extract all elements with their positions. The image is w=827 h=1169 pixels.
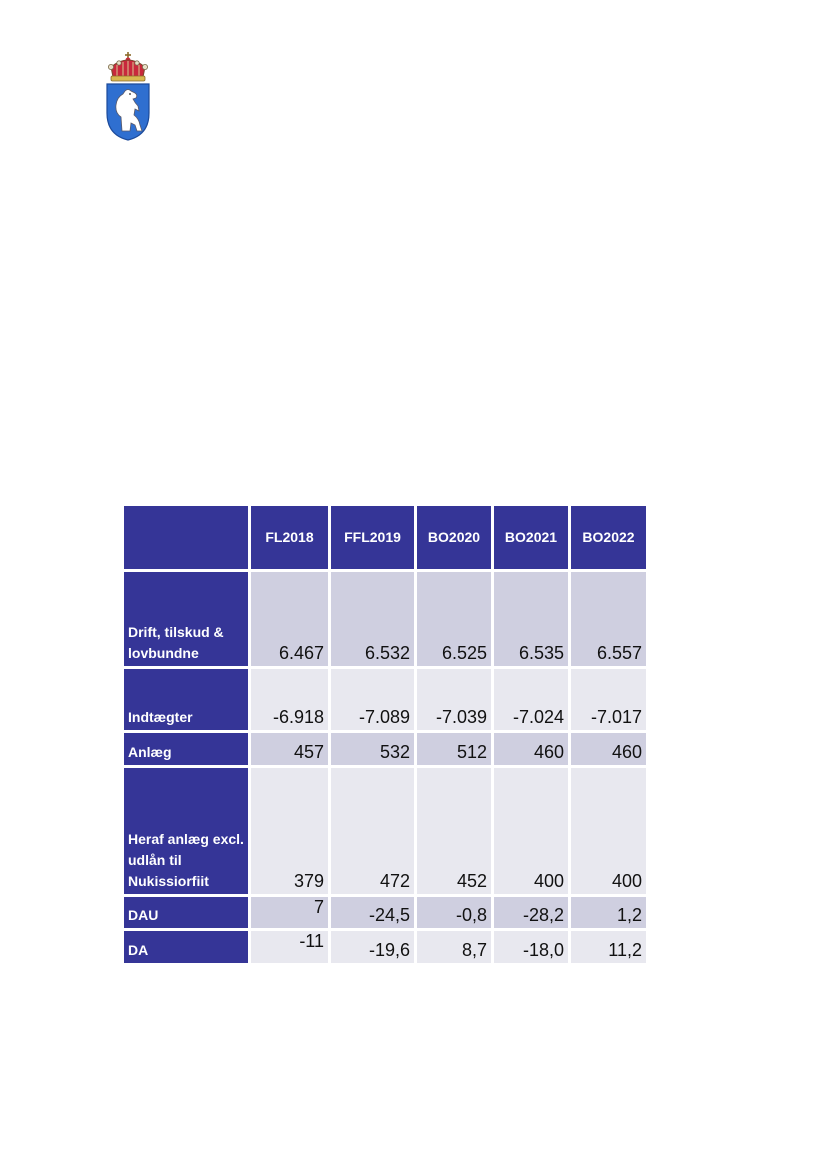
table-cell: -6.918: [251, 669, 328, 730]
table-row-heraf-anlaeg: [124, 768, 646, 894]
row-label-da: DA: [124, 931, 248, 963]
table-cell: 460: [571, 733, 646, 765]
table-cell: -24,5: [331, 897, 414, 928]
table-cell: 400: [571, 768, 646, 894]
budget-table: [121, 503, 649, 966]
table-cell: 472: [331, 768, 414, 894]
header-corner-cell: [124, 506, 248, 569]
table-cell: 532: [331, 733, 414, 765]
table-cell: -11: [251, 931, 328, 963]
table-cell: -28,2: [494, 897, 568, 928]
table-row-indtaegter: [124, 669, 646, 730]
row-label-anlaeg: Anlæg: [124, 733, 248, 765]
column-header-bo2021: BO2021: [494, 506, 568, 569]
table-cell: -7.089: [331, 669, 414, 730]
table-cell: 457: [251, 733, 328, 765]
table-cell: 6.525: [417, 572, 491, 666]
column-header-fl2018: FL2018: [251, 506, 328, 569]
table-cell: 1,2: [571, 897, 646, 928]
table-cell: -18,0: [494, 931, 568, 963]
table-cell: 7: [251, 897, 328, 928]
table-cell: -0,8: [417, 897, 491, 928]
table-cell: 6.535: [494, 572, 568, 666]
row-label-heraf-anlaeg: Heraf anlæg excl. udlån til Nukissiorfiit: [124, 768, 248, 894]
table-cell: 6.467: [251, 572, 328, 666]
table-cell: 8,7: [417, 931, 491, 963]
header-row: [124, 506, 646, 569]
greenland-coat-of-arms-icon: [105, 51, 151, 141]
column-header-bo2022: BO2022: [571, 506, 646, 569]
table-cell: 460: [494, 733, 568, 765]
table-row-da: [124, 931, 646, 963]
table-row-drift: [124, 572, 646, 666]
table-cell: 452: [417, 768, 491, 894]
table-cell: -7.017: [571, 669, 646, 730]
table-cell: -7.024: [494, 669, 568, 730]
column-header-bo2020: BO2020: [417, 506, 491, 569]
row-label-indtaegter: Indtægter: [124, 669, 248, 730]
table-cell: 11,2: [571, 931, 646, 963]
column-header-ffl2019: FFL2019: [331, 506, 414, 569]
row-label-dau: DAU: [124, 897, 248, 928]
table-cell: 6.532: [331, 572, 414, 666]
table-cell: 512: [417, 733, 491, 765]
table-row-dau: [124, 897, 646, 928]
row-label-drift: Drift, tilskud & lovbundne: [124, 572, 248, 666]
table-cell: 379: [251, 768, 328, 894]
table-cell: 6.557: [571, 572, 646, 666]
table-cell: 400: [494, 768, 568, 894]
table-cell: -19,6: [331, 931, 414, 963]
table-row-anlaeg: [124, 733, 646, 765]
table-cell: -7.039: [417, 669, 491, 730]
